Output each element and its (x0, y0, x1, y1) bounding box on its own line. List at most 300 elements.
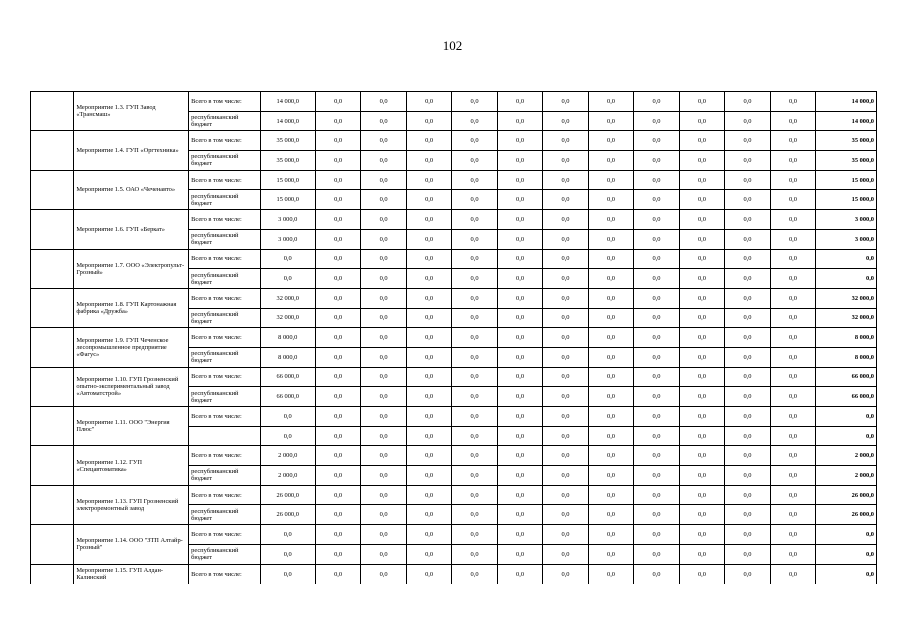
value-cell: 0,0 (679, 249, 724, 269)
value-cell: 0,0 (452, 544, 497, 564)
value-cell: 0,0 (452, 229, 497, 249)
value-cell: 0,0 (315, 131, 360, 151)
funding-source-cell: Всего в том числе: (189, 328, 260, 348)
value-cell: 0,0 (361, 111, 406, 131)
value-cell: 0,0 (260, 269, 315, 289)
value-cell: 0,0 (543, 269, 588, 289)
value-cell: 0,0 (361, 210, 406, 230)
value-cell: 0,0 (361, 446, 406, 466)
value-cell: 0,0 (725, 407, 770, 427)
value-cell: 0,0 (406, 269, 451, 289)
value-cell: 0,0 (634, 229, 679, 249)
value-cell: 0,0 (770, 131, 815, 151)
value-cell: 0,0 (543, 92, 588, 112)
funding-source-cell: республиканский бюджет (189, 505, 260, 525)
value-cell: 0,0 (725, 249, 770, 269)
value-cell: 0,0 (634, 269, 679, 289)
value-cell: 0,0 (406, 229, 451, 249)
value-cell: 0,0 (588, 466, 633, 486)
value-cell: 0,0 (679, 485, 724, 505)
measure-name-cell: Мероприятие 1.6. ГУП «Беркат» (74, 210, 189, 249)
value-cell: 0,0 (315, 485, 360, 505)
measure-name-cell: Мероприятие 1.14. ООО "ЗТП Алтайр-Грозный" (74, 525, 189, 564)
value-cell: 0,0 (361, 426, 406, 446)
value-cell: 0,0 (361, 151, 406, 171)
value-cell: 0,0 (634, 544, 679, 564)
value-cell: 0,0 (452, 466, 497, 486)
value-cell: 0,0 (315, 407, 360, 427)
value-cell: 0,0 (452, 269, 497, 289)
total-cell: 32 000,0 (816, 308, 877, 328)
value-cell: 0,0 (770, 269, 815, 289)
value-cell: 0,0 (361, 170, 406, 190)
value-cell: 0,0 (260, 249, 315, 269)
value-cell: 0,0 (634, 328, 679, 348)
value-cell: 0,0 (497, 92, 542, 112)
funding-source-cell: Всего в том числе: (189, 210, 260, 230)
value-cell: 0,0 (361, 407, 406, 427)
value-cell: 0,0 (406, 367, 451, 387)
value-cell: 0,0 (406, 190, 451, 210)
value-cell: 0,0 (634, 111, 679, 131)
value-cell: 26 000,0 (260, 485, 315, 505)
value-cell: 0,0 (725, 151, 770, 171)
value-cell: 0,0 (634, 170, 679, 190)
value-cell: 0,0 (315, 347, 360, 367)
value-cell: 0,0 (770, 229, 815, 249)
value-cell: 0,0 (770, 505, 815, 525)
value-cell: 0,0 (543, 229, 588, 249)
value-cell: 14 000,0 (260, 92, 315, 112)
total-cell: 0,0 (816, 249, 877, 269)
value-cell: 0,0 (315, 505, 360, 525)
value-cell: 0,0 (406, 328, 451, 348)
value-cell: 0,0 (452, 288, 497, 308)
index-cell (31, 288, 74, 327)
value-cell: 0,0 (588, 111, 633, 131)
value-cell: 0,0 (679, 269, 724, 289)
value-cell: 0,0 (588, 505, 633, 525)
measure-name-cell: Мероприятие 1.11. ООО "Энергия Плюс" (74, 407, 189, 446)
value-cell: 0,0 (634, 505, 679, 525)
value-cell: 0,0 (725, 347, 770, 367)
value-cell: 8 000,0 (260, 328, 315, 348)
value-cell: 0,0 (452, 170, 497, 190)
value-cell: 0,0 (679, 288, 724, 308)
budget-table (30, 91, 877, 584)
value-cell: 0,0 (725, 446, 770, 466)
value-cell: 0,0 (543, 426, 588, 446)
value-cell: 0,0 (679, 210, 724, 230)
total-cell: 14 000,0 (816, 111, 877, 131)
value-cell: 0,0 (725, 466, 770, 486)
value-cell: 0,0 (452, 407, 497, 427)
value-cell: 0,0 (406, 92, 451, 112)
value-cell: 0,0 (361, 466, 406, 486)
value-cell: 0,0 (452, 367, 497, 387)
budget-table-body (31, 92, 877, 584)
value-cell: 14 000,0 (260, 111, 315, 131)
value-cell: 0,0 (497, 347, 542, 367)
value-cell: 0,0 (770, 288, 815, 308)
value-cell: 0,0 (497, 525, 542, 545)
value-cell: 0,0 (497, 466, 542, 486)
table-row (31, 367, 877, 387)
value-cell: 0,0 (361, 308, 406, 328)
funding-source-cell: республиканский бюджет (189, 308, 260, 328)
table-row (31, 92, 877, 112)
value-cell: 0,0 (497, 111, 542, 131)
value-cell: 0,0 (497, 485, 542, 505)
table-row (31, 446, 877, 466)
table-row (31, 525, 877, 545)
value-cell: 8 000,0 (260, 347, 315, 367)
value-cell: 0,0 (497, 446, 542, 466)
value-cell: 0,0 (634, 308, 679, 328)
value-cell: 0,0 (452, 387, 497, 407)
value-cell: 0,0 (770, 485, 815, 505)
value-cell: 32 000,0 (260, 288, 315, 308)
value-cell: 0,0 (315, 387, 360, 407)
value-cell: 0,0 (725, 328, 770, 348)
value-cell: 0,0 (315, 308, 360, 328)
funding-source-cell: республиканский бюджет (189, 269, 260, 289)
value-cell: 0,0 (260, 525, 315, 545)
value-cell: 0,0 (315, 544, 360, 564)
value-cell: 0,0 (770, 190, 815, 210)
value-cell: 0,0 (497, 249, 542, 269)
value-cell: 0,0 (452, 151, 497, 171)
value-cell: 0,0 (406, 210, 451, 230)
value-cell: 0,0 (406, 151, 451, 171)
value-cell: 0,0 (315, 525, 360, 545)
value-cell: 0,0 (770, 92, 815, 112)
value-cell: 0,0 (315, 426, 360, 446)
value-cell: 0,0 (588, 387, 633, 407)
index-cell (31, 92, 74, 131)
measure-name-cell: Мероприятие 1.9. ГУП Чеченское лесопромышленное предприятие «Фагус» (74, 328, 189, 367)
value-cell: 0,0 (497, 151, 542, 171)
value-cell: 0,0 (406, 387, 451, 407)
table-row (31, 288, 877, 308)
value-cell: 0,0 (634, 249, 679, 269)
value-cell: 0,0 (406, 170, 451, 190)
value-cell: 0,0 (406, 466, 451, 486)
value-cell: 0,0 (725, 170, 770, 190)
value-cell: 0,0 (452, 210, 497, 230)
value-cell: 0,0 (452, 328, 497, 348)
funding-source-cell: Всего в том числе: (189, 249, 260, 269)
total-cell: 0,0 (816, 269, 877, 289)
value-cell: 0,0 (543, 446, 588, 466)
value-cell: 0,0 (497, 190, 542, 210)
value-cell: 0,0 (260, 407, 315, 427)
funding-source-cell: республиканский бюджет (189, 151, 260, 171)
value-cell: 0,0 (770, 407, 815, 427)
index-cell (31, 170, 74, 209)
value-cell: 0,0 (315, 229, 360, 249)
value-cell: 0,0 (497, 229, 542, 249)
value-cell: 0,0 (543, 288, 588, 308)
value-cell: 0,0 (497, 544, 542, 564)
value-cell: 0,0 (406, 426, 451, 446)
value-cell: 0,0 (452, 446, 497, 466)
value-cell: 0,0 (361, 564, 406, 584)
value-cell: 0,0 (725, 505, 770, 525)
value-cell: 0,0 (361, 190, 406, 210)
value-cell: 0,0 (725, 387, 770, 407)
total-cell: 15 000,0 (816, 170, 877, 190)
total-cell: 0,0 (816, 407, 877, 427)
value-cell: 0,0 (725, 190, 770, 210)
value-cell: 0,0 (497, 269, 542, 289)
value-cell: 26 000,0 (260, 505, 315, 525)
value-cell: 0,0 (679, 308, 724, 328)
value-cell: 0,0 (361, 92, 406, 112)
value-cell: 0,0 (679, 151, 724, 171)
total-cell: 0,0 (816, 426, 877, 446)
total-cell: 0,0 (816, 525, 877, 545)
value-cell: 0,0 (770, 328, 815, 348)
value-cell: 0,0 (725, 544, 770, 564)
funding-source-cell: республиканский бюджет (189, 466, 260, 486)
value-cell: 0,0 (543, 485, 588, 505)
value-cell: 0,0 (497, 505, 542, 525)
funding-source-cell: Всего в том числе: (189, 131, 260, 151)
value-cell: 0,0 (361, 249, 406, 269)
value-cell: 0,0 (497, 564, 542, 584)
value-cell: 0,0 (315, 92, 360, 112)
value-cell: 0,0 (725, 564, 770, 584)
funding-source-cell: Всего в том числе: (189, 525, 260, 545)
value-cell: 0,0 (588, 426, 633, 446)
value-cell: 0,0 (543, 525, 588, 545)
value-cell: 0,0 (361, 229, 406, 249)
value-cell: 0,0 (406, 446, 451, 466)
value-cell: 2 000,0 (260, 446, 315, 466)
value-cell: 0,0 (543, 505, 588, 525)
funding-source-cell (189, 426, 260, 446)
value-cell: 0,0 (725, 229, 770, 249)
value-cell: 0,0 (679, 446, 724, 466)
value-cell: 35 000,0 (260, 151, 315, 171)
value-cell: 32 000,0 (260, 308, 315, 328)
index-cell (31, 564, 74, 584)
funding-source-cell: республиканский бюджет (189, 111, 260, 131)
value-cell: 0,0 (543, 210, 588, 230)
value-cell: 0,0 (634, 210, 679, 230)
table-row (31, 210, 877, 230)
value-cell: 0,0 (588, 446, 633, 466)
value-cell: 0,0 (543, 466, 588, 486)
value-cell: 0,0 (452, 564, 497, 584)
index-cell (31, 328, 74, 367)
value-cell: 0,0 (588, 151, 633, 171)
value-cell: 0,0 (588, 347, 633, 367)
value-cell: 0,0 (260, 564, 315, 584)
value-cell: 0,0 (406, 485, 451, 505)
value-cell: 0,0 (770, 111, 815, 131)
value-cell: 0,0 (725, 525, 770, 545)
table-row (31, 131, 877, 151)
value-cell: 0,0 (725, 367, 770, 387)
value-cell: 0,0 (634, 466, 679, 486)
table-row (31, 407, 877, 427)
value-cell: 0,0 (679, 505, 724, 525)
value-cell: 0,0 (543, 544, 588, 564)
index-cell (31, 446, 74, 485)
value-cell: 0,0 (497, 407, 542, 427)
measure-name-cell: Мероприятие 1.12. ГУП «Спецавтоматика» (74, 446, 189, 485)
value-cell: 0,0 (406, 288, 451, 308)
total-cell: 35 000,0 (816, 151, 877, 171)
value-cell: 0,0 (634, 131, 679, 151)
table-row (31, 170, 877, 190)
value-cell: 0,0 (497, 210, 542, 230)
value-cell: 0,0 (679, 564, 724, 584)
value-cell: 0,0 (497, 387, 542, 407)
value-cell: 0,0 (634, 525, 679, 545)
value-cell: 0,0 (452, 426, 497, 446)
value-cell: 0,0 (634, 446, 679, 466)
value-cell: 0,0 (452, 111, 497, 131)
total-cell: 2 000,0 (816, 466, 877, 486)
total-cell: 66 000,0 (816, 367, 877, 387)
value-cell: 0,0 (770, 367, 815, 387)
table-row (31, 328, 877, 348)
value-cell: 0,0 (634, 190, 679, 210)
value-cell: 0,0 (679, 328, 724, 348)
value-cell: 0,0 (679, 92, 724, 112)
value-cell: 0,0 (679, 190, 724, 210)
value-cell: 0,0 (770, 564, 815, 584)
total-cell: 26 000,0 (816, 485, 877, 505)
index-cell (31, 525, 74, 564)
value-cell: 0,0 (679, 544, 724, 564)
total-cell: 3 000,0 (816, 229, 877, 249)
funding-source-cell: Всего в том числе: (189, 407, 260, 427)
index-cell (31, 210, 74, 249)
value-cell: 0,0 (679, 170, 724, 190)
value-cell: 0,0 (406, 525, 451, 545)
total-cell: 2 000,0 (816, 446, 877, 466)
value-cell: 0,0 (679, 229, 724, 249)
value-cell: 0,0 (406, 131, 451, 151)
value-cell: 0,0 (497, 367, 542, 387)
total-cell: 15 000,0 (816, 190, 877, 210)
value-cell: 0,0 (543, 111, 588, 131)
value-cell: 0,0 (725, 426, 770, 446)
value-cell: 0,0 (770, 544, 815, 564)
value-cell: 0,0 (315, 111, 360, 131)
value-cell: 0,0 (770, 151, 815, 171)
value-cell: 0,0 (543, 367, 588, 387)
value-cell: 0,0 (361, 387, 406, 407)
funding-source-cell: Всего в том числе: (189, 170, 260, 190)
value-cell: 0,0 (260, 426, 315, 446)
measure-name-cell: Мероприятие 1.4. ГУП «Оргтехника» (74, 131, 189, 170)
total-cell: 26 000,0 (816, 505, 877, 525)
value-cell: 0,0 (770, 387, 815, 407)
value-cell: 0,0 (452, 505, 497, 525)
value-cell: 0,0 (406, 249, 451, 269)
value-cell: 0,0 (770, 446, 815, 466)
value-cell: 0,0 (452, 92, 497, 112)
value-cell: 0,0 (361, 485, 406, 505)
value-cell: 0,0 (543, 190, 588, 210)
value-cell: 66 000,0 (260, 367, 315, 387)
value-cell: 0,0 (315, 190, 360, 210)
value-cell: 0,0 (452, 347, 497, 367)
page-number: 102 (442, 38, 463, 53)
value-cell: 0,0 (497, 426, 542, 446)
value-cell: 0,0 (770, 347, 815, 367)
value-cell: 0,0 (770, 308, 815, 328)
value-cell: 0,0 (588, 328, 633, 348)
value-cell: 0,0 (679, 347, 724, 367)
value-cell: 0,0 (634, 347, 679, 367)
value-cell: 0,0 (543, 249, 588, 269)
value-cell: 0,0 (679, 525, 724, 545)
value-cell: 0,0 (634, 92, 679, 112)
funding-source-cell: Всего в том числе: (189, 92, 260, 112)
value-cell: 0,0 (634, 288, 679, 308)
value-cell: 0,0 (634, 485, 679, 505)
value-cell: 0,0 (679, 466, 724, 486)
value-cell: 0,0 (634, 426, 679, 446)
value-cell: 0,0 (406, 308, 451, 328)
value-cell: 0,0 (452, 485, 497, 505)
measure-name-cell: Мероприятие 1.13. ГУП Грозненский электроремонтный завод (74, 485, 189, 524)
table-row (31, 485, 877, 505)
measure-name-cell: Мероприятие 1.10. ГУП Грозненский опытно-экспериментальный завод «Автоматстрой» (74, 367, 189, 406)
index-cell (31, 367, 74, 406)
value-cell: 0,0 (588, 190, 633, 210)
value-cell: 0,0 (361, 505, 406, 525)
value-cell: 0,0 (770, 525, 815, 545)
index-cell (31, 249, 74, 288)
measure-name-cell: Мероприятие 1.7. ООО «Электропульт-Грозный» (74, 249, 189, 288)
value-cell: 3 000,0 (260, 229, 315, 249)
value-cell: 0,0 (315, 446, 360, 466)
value-cell: 0,0 (315, 151, 360, 171)
funding-source-cell: республиканский бюджет (189, 229, 260, 249)
table-row (31, 564, 877, 584)
value-cell: 0,0 (588, 525, 633, 545)
value-cell: 0,0 (543, 151, 588, 171)
total-cell: 66 000,0 (816, 387, 877, 407)
value-cell: 0,0 (679, 426, 724, 446)
value-cell: 0,0 (260, 544, 315, 564)
value-cell: 0,0 (588, 407, 633, 427)
total-cell: 0,0 (816, 564, 877, 584)
value-cell: 15 000,0 (260, 170, 315, 190)
total-cell: 8 000,0 (816, 347, 877, 367)
value-cell: 0,0 (725, 288, 770, 308)
total-cell: 14 000,0 (816, 92, 877, 112)
value-cell: 0,0 (634, 151, 679, 171)
value-cell: 0,0 (725, 210, 770, 230)
funding-source-cell: Всего в том числе: (189, 485, 260, 505)
measure-name-cell: Мероприятие 1.5. ОАО «Чеченавто» (74, 170, 189, 209)
value-cell: 0,0 (725, 111, 770, 131)
value-cell: 0,0 (770, 249, 815, 269)
value-cell: 0,0 (634, 564, 679, 584)
value-cell: 0,0 (406, 505, 451, 525)
total-cell: 3 000,0 (816, 210, 877, 230)
value-cell: 0,0 (679, 407, 724, 427)
total-cell: 8 000,0 (816, 328, 877, 348)
